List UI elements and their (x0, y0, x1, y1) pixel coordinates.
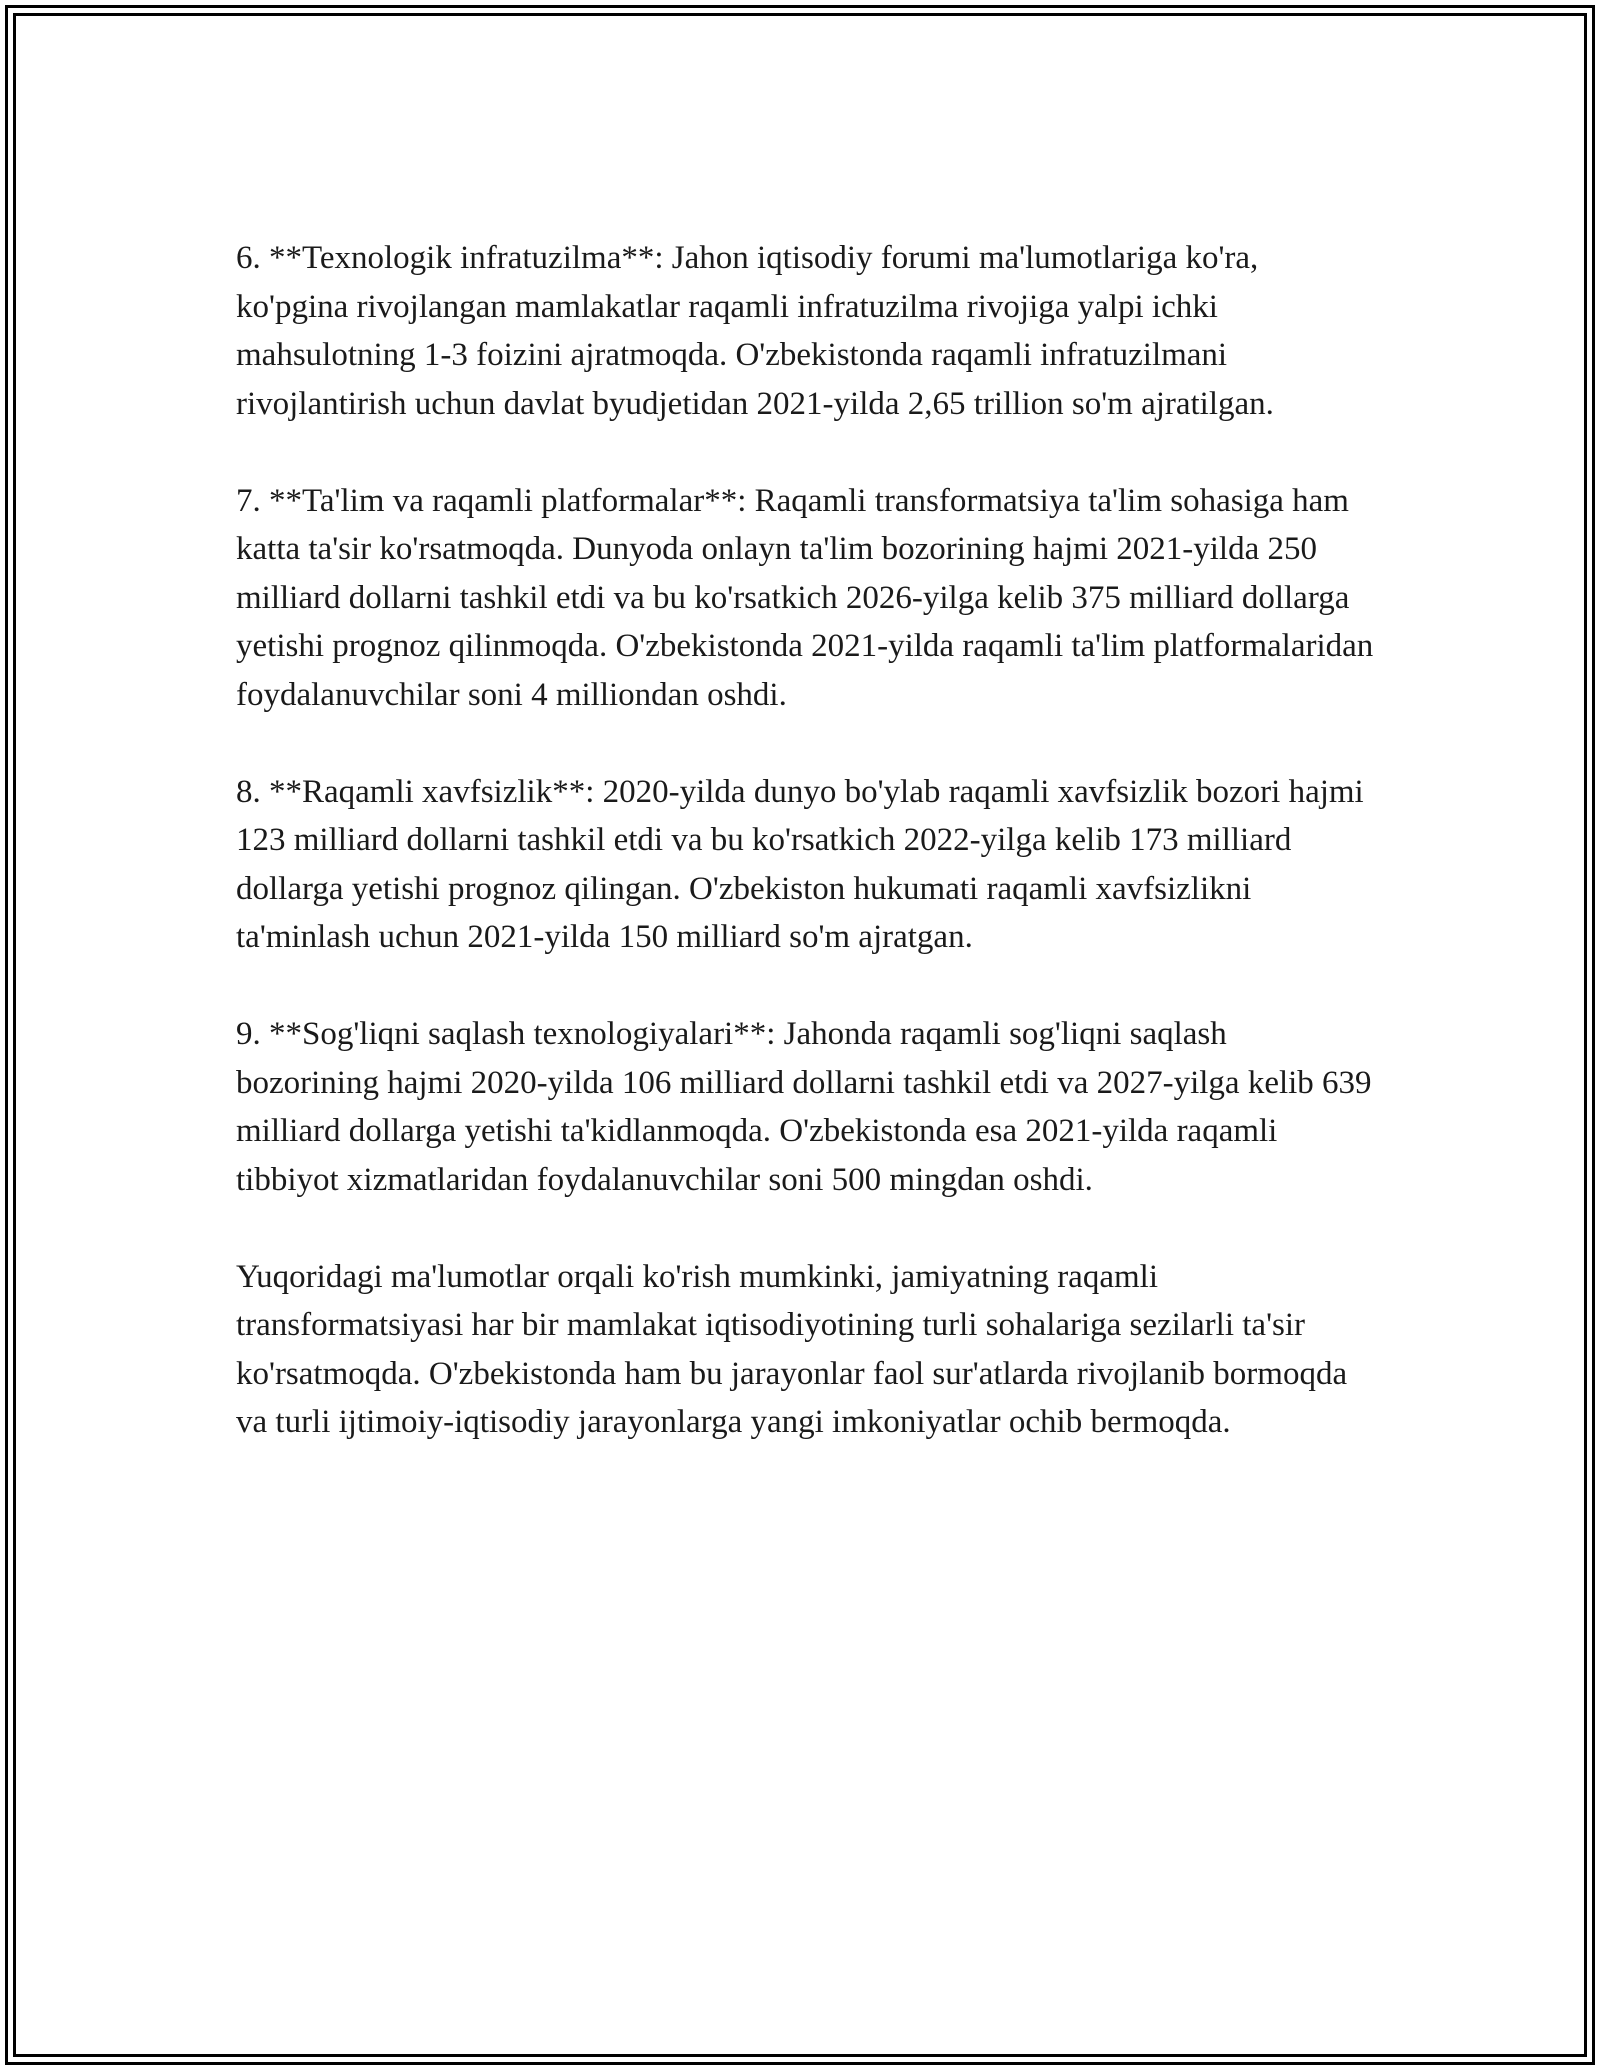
paragraph-technological-infrastructure: 6. **Texnologik infratuzilma**: Jahon iqtisodiy forumi ma'lumotlariga ko'ra, ko'pgina rivojlangan mamlakatlar raqamli infratuzilma rivojiga yalpi ichki mahsulotning 1-3 foizini ajratmoqda. O'zbekistonda raqamli infratuzilmani rivojlantirish uchun davlat byudjetidan 2021-yilda 2,65 trillion so'm ajratilgan. (236, 240, 1274, 422)
paragraph-healthcare-technologies: 9. **Sog'liqni saqlash texnologiyalari**: Jahonda raqamli sog'liqni saqlash bozorining hajmi 2020-yilda 106 milliard dollarni tashkil etdi va 2027-yilga kelib 639 milliard dollarga yetishi ta'kidlanmoqda. O'zbekistonda esa 2021-yilda raqamli tibbiyot xizmatlaridan foydalanuvchilar soni 500 mingdan oshdi. (236, 1016, 1372, 1198)
paragraph-education-digital-platforms: 7. **Ta'lim va raqamli platformalar**: Raqamli transformatsiya ta'lim sohasiga ham katta ta'sir ko'rsatmoqda. Dunyoda onlayn ta'lim bozorining hajmi 2021-yilda 250 milliard dollarni tashkil etdi va bu ko'rsatkich 2026-yilga kelib 375 milliard dollarga yetishi prognoz qilinmoqda. O'zbekistonda 2021-yilda raqamli ta'lim platformalaridan foydalanuvchilar soni 4 milliondan oshdi. (236, 482, 1374, 713)
paragraph-conclusion: Yuqoridagi ma'lumotlar orqali ko'rish mumkinki, jamiyatning raqamli transformatsiyasi har bir mamlakat iqtisodiyotining turli sohalariga sezilarli ta'sir ko'rsatmoqda. O'zbekistonda ham bu jarayonlar faol sur'atlarda rivojlanib bormoqda va turli ijtimoiy-iqtisodiy jarayonlarga yangi imkoniyatlar ochib bermoqda. (236, 1258, 1348, 1440)
paragraph-digital-security: 8. **Raqamli xavfsizlik**: 2020-yilda dunyo bo'ylab raqamli xavfsizlik bozori hajmi 123 milliard dollarni tashkil etdi va bu ko'rsatkich 2022-yilga kelib 173 milliard dollarga yetishi prognoz qilingan. O'zbekiston hukumati raqamli xavfsizlikni ta'minlash uchun 2021-yilda 150 milliard so'm ajratgan. (236, 773, 1364, 955)
document-body (236, 234, 1376, 1447)
